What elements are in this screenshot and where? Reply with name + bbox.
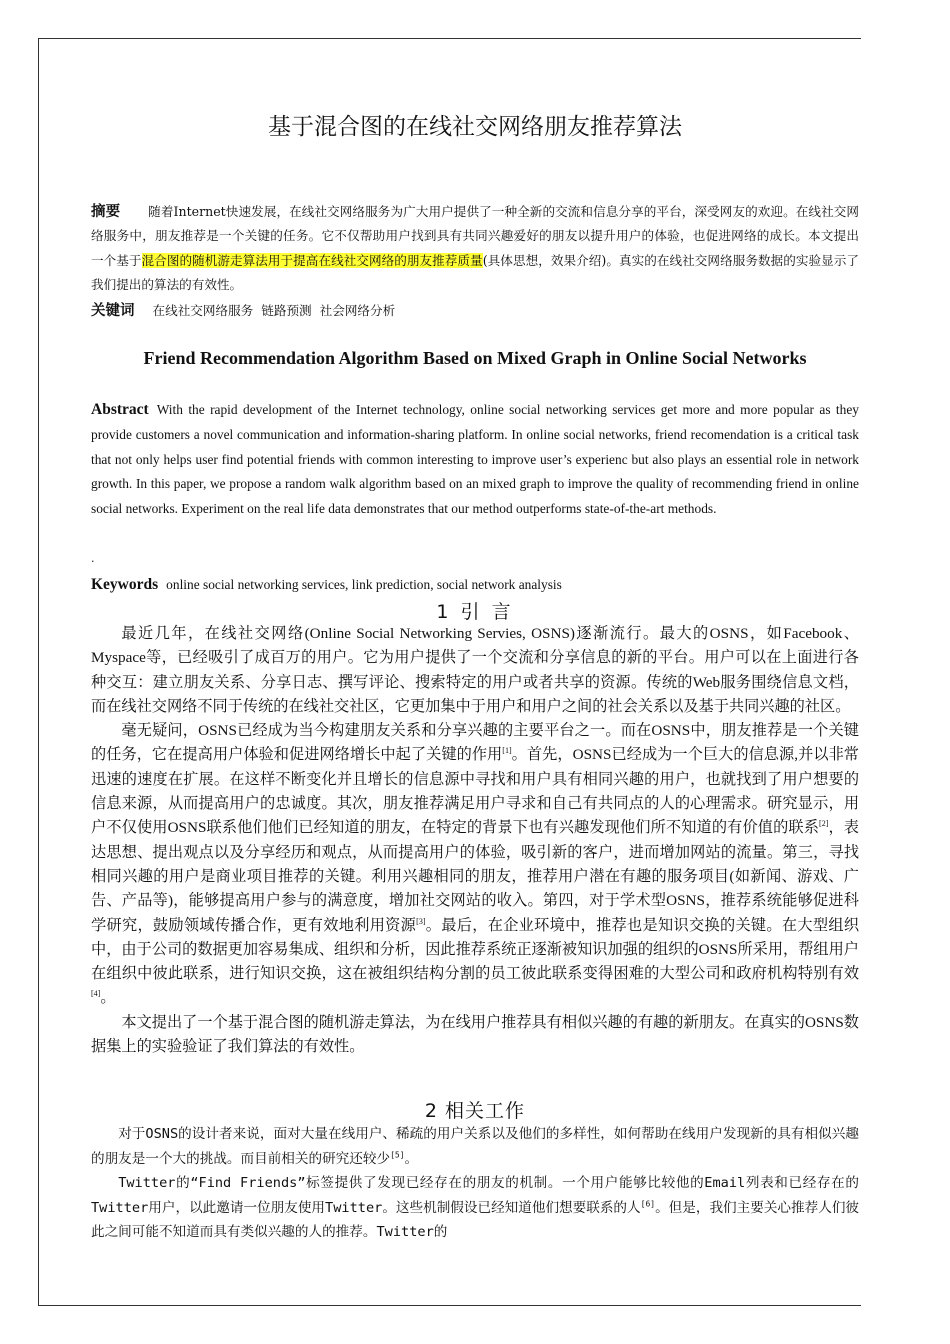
section-1-paragraph-3: 本文提出了一个基于混合图的随机游走算法，为在线用户推荐具有相似兴趣的有趣的新朋友。在真实的OSNS数据集上的实验验证了我们算法的有效性。 bbox=[91, 1013, 859, 1056]
keywords-chinese bbox=[91, 300, 859, 322]
section-1-paragraph-1: 最近几年，在线社交网络(Online Social Networking Servies, OSNS)逐渐流行。最大的OSNS，如Facebook、Myspace等，已经吸引了成百万的用户。它为用户提供了一个交流和分享信息的新的平台。用户可以在上面进行各种交互：建立朋友关系、分享日志、撰写评论、搜索特定的用户或者共享的资源。传统的Web服务围绕信息文档，而在线社交网络不同于传统的在线社交社区，它更加集中于用户和用户之间的社会关系以及基于共同兴趣的社区。 bbox=[91, 625, 859, 715]
abstract-cn-highlight: 混合图的随机游走算法用于提高在线社交网络的朋友推荐质量 bbox=[141, 252, 483, 268]
abstract-cn-text-end: (具体思想，效果介绍)。真实的在线社交网络服务数据的实验显示了我们提出的算法的有效性。 bbox=[91, 252, 860, 293]
keywords-en-label: Keywords bbox=[91, 576, 159, 593]
section-1-heading: 1 引 言 bbox=[436, 601, 514, 623]
section-2-heading: 2 相关工作 bbox=[424, 1100, 526, 1122]
abstract-cn-label: 摘要 bbox=[91, 204, 121, 220]
paragraph-text: 。 bbox=[100, 989, 116, 1007]
abstract-cn-text: 随着Internet快速发展，在线社交网络服务为广大用户提供了一种全新的交流和信息分享的平台，深受网友的欢迎。在线社交网络服务中，朋友推荐是一个关键的任务。它不仅帮助用户找到具有共同兴趣爱好的朋友以提升用户的体验，也促进网络的成长。本文提出一个基于 bbox=[91, 204, 860, 268]
paragraph-text: 对于OSNS的设计者来说，面对大量在线用户、稀疏的用户关系以及他们的多样性，如何帮助在线用户发现新的具有相似兴趣的朋友是一个大的挑战。而目前相关的研究还较少 bbox=[91, 1126, 859, 1167]
paragraph-text: 。但是，我们主要关心推荐人们彼此之间可能不知道而具有类似兴趣的人的推荐。Twitter的 bbox=[91, 1199, 860, 1240]
section-1-body bbox=[91, 622, 859, 1059]
citation-5: [5] bbox=[390, 1149, 405, 1159]
abstract-en-text: With the rapid development of the Internet technology, online social networking services get more and more popular as they provide customers a novel communication and information-sharing platform. In online social networks, friend recomendation is a critical task that not only helps user find potential friends with common interesting to improve user’s experienc but also plays an essential role in network growth. In this paper, we propose a random walk algorithm based on an mixed graph to improve the quality of recommending friend in online social networks. Experiment on the real life data demonstrates that our method outperforms state-of-the-art methods. bbox=[91, 402, 859, 517]
keywords-cn-label: 关键词 bbox=[91, 303, 135, 319]
keywords-en-text: online social networking services, link prediction, social network analysis bbox=[166, 577, 562, 592]
paragraph-text: 毫无疑问，OSNS已经成为当今构建朋友关系和分享兴趣的主要平台之一。而在OSNS中，朋友推荐是一个关键的任务，它在提高用户体验和促进网络增长中起了关键的作用 bbox=[91, 722, 859, 764]
abstract-chinese bbox=[91, 200, 859, 298]
paragraph-text: ，表达思想、提出观点以及分享经历和观点，从而提高用户的体验，吸引新的客户，进而增加网站的流量。第三，寻找相同兴趣的用户是商业项目推荐的关键。利用兴趣相同的朋友，推荐用户潜在有趣的服务项目(如新闻、游戏、广告、产品等)，能够提高用户参与的满意度，增加社交网站的收入。第四，对于学术型OSNS，推荐系统能够促进科学研究，鼓励领域传播合作，更有效地利用资源 bbox=[91, 819, 859, 934]
paragraph-text: 。最后，在企业环境中，推荐也是知识交换的关键。在大型组织中，由于公司的数据更加容易集成、组织和分析，因此推荐系统正逐渐被知识加强的组织的OSNS所采用，帮组用户在组织中彼此联系，进行知识交换，这在被组织结构分割的员工彼此联系变得困难的大型公司和政府机构特别有效 bbox=[91, 916, 860, 983]
paragraph-text: 。 bbox=[404, 1150, 419, 1167]
paragraph-text: Twitter的“Find Friends”标签提供了发现已经存在的朋友的机制。一个用户能够比较他的Email列表和已经存在的Twitter用户，以此邀请一位朋友使用Twitter。这些机制假设已经知道他们想要联系的人 bbox=[91, 1175, 859, 1216]
title-chinese: 基于混合图的在线社交网络朋友推荐算法 bbox=[268, 114, 682, 140]
section-2-body bbox=[91, 1122, 859, 1245]
keywords-english bbox=[91, 574, 859, 596]
title-english: Friend Recommendation Algorithm Based on Mixed Graph in Online Social Networks bbox=[143, 348, 807, 368]
citation-3: [3] bbox=[416, 916, 426, 926]
abstract-en-label: Abstract bbox=[91, 401, 149, 418]
citation-4: [4] bbox=[91, 989, 101, 999]
section-2-paragraph-1 bbox=[91, 1122, 859, 1171]
section-1-paragraph-2 bbox=[91, 719, 859, 1011]
abstract-english bbox=[91, 398, 859, 522]
keywords-cn-text: 在线社交网络服务 链路预测 社会网络分析 bbox=[152, 303, 396, 318]
citation-6: [6] bbox=[640, 1198, 656, 1208]
citation-2: [2] bbox=[819, 819, 829, 829]
paragraph-text: 。首先，OSNS已经成为一个巨大的信息源,并以非常迅速的速度在扩展。在这样不断变化并且增长的信息源中寻找和用户具有相同兴趣的用户，也就找到了用户想要的信息来源，从而提高用户的忠诚度。其次，朋友推荐满足用户寻求和自己有共同点的人的心理需求。研究显示，用户不仅使用OSNS联系他们他们已经知道的朋友，在特定的背景下也有兴趣发现他们所不知道的有价值的联系 bbox=[91, 746, 859, 837]
section-2-paragraph-2 bbox=[91, 1171, 859, 1245]
citation-1: [1] bbox=[502, 746, 512, 756]
stray-period: . bbox=[91, 552, 95, 565]
